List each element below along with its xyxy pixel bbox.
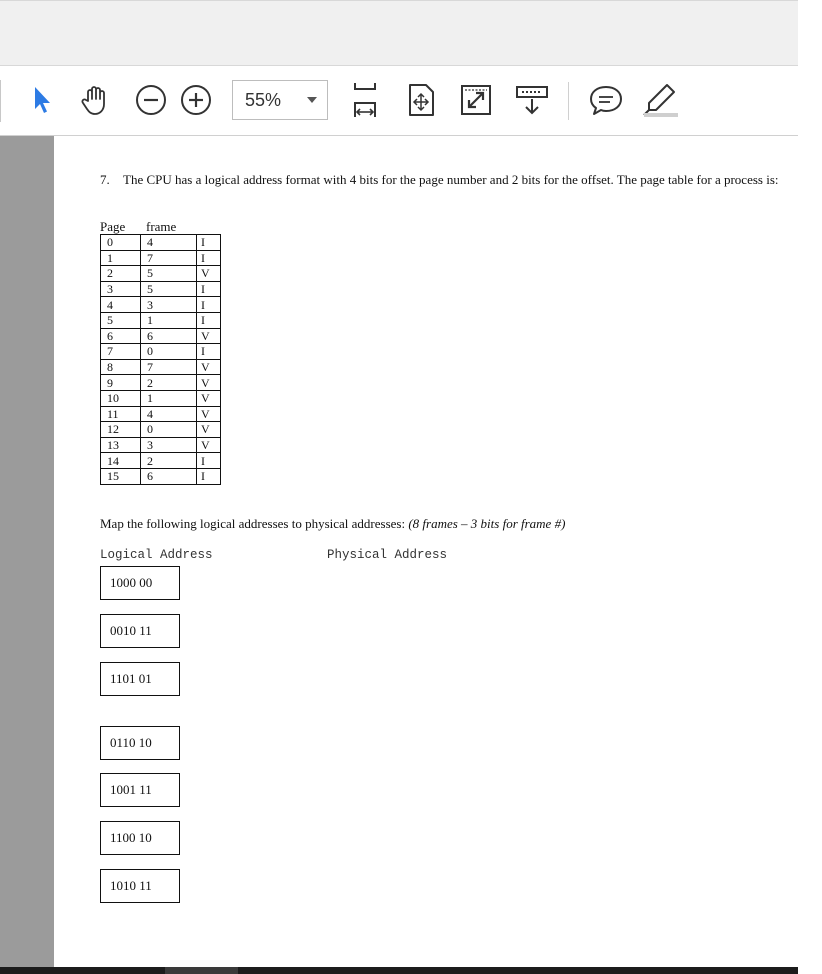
page-number-cell: 12 xyxy=(101,422,141,438)
frame-number-cell: 6 xyxy=(141,468,197,484)
logical-address-box: 0010 11 xyxy=(100,614,180,648)
right-margin xyxy=(798,0,822,974)
valid-bit-cell: V xyxy=(197,266,221,282)
zoom-level-select[interactable] xyxy=(232,80,328,120)
frame-number-cell: 0 xyxy=(141,344,197,360)
page-number-cell: 1 xyxy=(101,250,141,266)
page-number-cell: 13 xyxy=(101,437,141,453)
valid-bit-cell: V xyxy=(197,422,221,438)
page-table-row xyxy=(101,375,221,391)
zoom-out-icon xyxy=(134,83,168,117)
zoom-in-button[interactable] xyxy=(176,80,216,120)
valid-bit-cell: V xyxy=(197,375,221,391)
frame-number-cell: 2 xyxy=(141,453,197,469)
page-table-row xyxy=(101,250,221,266)
logical-address-box: 1101 01 xyxy=(100,662,180,696)
map-instruction-text: Map the following logical addresses to physical addresses: xyxy=(100,516,409,531)
page-number-cell: 7 xyxy=(101,344,141,360)
frame-number-cell: 2 xyxy=(141,375,197,391)
valid-bit-cell: V xyxy=(197,390,221,406)
question-text: The CPU has a logical address format with 4 bits for the page number and 2 bits for the offset. The page table for a process is: xyxy=(123,172,779,187)
fit-width-icon xyxy=(348,80,382,120)
bottom-bar xyxy=(0,967,798,974)
zoom-out-button[interactable] xyxy=(131,80,171,120)
valid-bit-cell: V xyxy=(197,328,221,344)
page-table-row xyxy=(101,422,221,438)
frame-number-cell: 3 xyxy=(141,437,197,453)
full-screen-button[interactable] xyxy=(456,80,496,120)
page-table-row xyxy=(101,266,221,282)
valid-bit-cell: I xyxy=(197,468,221,484)
page-number-cell: 14 xyxy=(101,453,141,469)
frame-number-cell: 4 xyxy=(141,235,197,251)
page-number-cell: 15 xyxy=(101,468,141,484)
page-number-cell: 10 xyxy=(101,390,141,406)
valid-bit-cell: I xyxy=(197,250,221,266)
page-number-cell: 3 xyxy=(101,281,141,297)
page-number-cell: 4 xyxy=(101,297,141,313)
full-screen-icon xyxy=(459,83,493,117)
select-tool-icon xyxy=(30,85,54,115)
viewer-toolbar xyxy=(0,66,798,136)
valid-bit-cell: I xyxy=(197,453,221,469)
hand-tool-icon xyxy=(79,83,113,117)
bottom-scroll-thumb[interactable] xyxy=(165,967,238,974)
logical-address-box: 0110 10 xyxy=(100,726,180,760)
frame-number-cell: 7 xyxy=(141,250,197,266)
page-table-row xyxy=(101,390,221,406)
document-page xyxy=(54,136,798,967)
page-table-row xyxy=(101,437,221,453)
page-table-row xyxy=(101,312,221,328)
page-number-cell: 5 xyxy=(101,312,141,328)
page-table xyxy=(100,234,221,485)
page-table-row xyxy=(101,406,221,422)
frame-number-cell: 5 xyxy=(141,266,197,282)
select-tool-button[interactable] xyxy=(22,80,62,120)
highlight-button[interactable] xyxy=(640,80,680,120)
fit-width-button[interactable] xyxy=(345,80,385,120)
page-number-cell: 8 xyxy=(101,359,141,375)
physical-address-header: Physical Address xyxy=(327,548,448,562)
page-table-row xyxy=(101,297,221,313)
valid-bit-cell: I xyxy=(197,281,221,297)
logical-address-header: Logical Address xyxy=(100,548,213,562)
page-table-row xyxy=(101,359,221,375)
fit-page-icon xyxy=(405,82,437,118)
logical-address-box: 1000 00 xyxy=(100,566,180,600)
frame-number-cell: 7 xyxy=(141,359,197,375)
valid-bit-cell: V xyxy=(197,359,221,375)
page-table-row xyxy=(101,235,221,251)
question-number: 7. xyxy=(100,172,110,187)
page-table-row xyxy=(101,281,221,297)
valid-bit-cell: V xyxy=(197,437,221,453)
page-table-row xyxy=(101,344,221,360)
page-number-cell: 11 xyxy=(101,406,141,422)
zoom-in-icon xyxy=(179,83,213,117)
chevron-down-icon xyxy=(307,97,317,103)
valid-bit-cell: V xyxy=(197,406,221,422)
page-number-cell: 9 xyxy=(101,375,141,391)
page-table-row xyxy=(101,328,221,344)
comment-button[interactable] xyxy=(586,80,626,120)
page-table-row xyxy=(101,453,221,469)
map-hint: (8 frames – 3 bits for frame #) xyxy=(408,516,566,531)
frame-number-cell: 3 xyxy=(141,297,197,313)
comment-icon xyxy=(588,83,624,117)
toolbar-edge-divider xyxy=(0,80,1,122)
valid-bit-cell: I xyxy=(197,235,221,251)
page-gutter xyxy=(0,136,54,974)
page-number-cell: 6 xyxy=(101,328,141,344)
frame-number-cell: 4 xyxy=(141,406,197,422)
scroll-mode-button[interactable] xyxy=(512,80,552,120)
page-table-row xyxy=(101,468,221,484)
frame-number-cell: 1 xyxy=(141,390,197,406)
logical-address-box: 1100 10 xyxy=(100,821,180,855)
logical-address-box: 1001 11 xyxy=(100,773,180,807)
toolbar-separator xyxy=(568,82,569,120)
scroll-mode-icon xyxy=(514,83,550,117)
hand-tool-button[interactable] xyxy=(76,80,116,120)
frame-number-cell: 1 xyxy=(141,312,197,328)
frame-number-cell: 0 xyxy=(141,422,197,438)
logical-address-box: 1010 11 xyxy=(100,869,180,903)
page-number-cell: 0 xyxy=(101,235,141,251)
valid-bit-cell: I xyxy=(197,312,221,328)
page-column-header: Page xyxy=(100,219,126,234)
map-instruction xyxy=(100,516,565,532)
frame-number-cell: 6 xyxy=(141,328,197,344)
viewer-top-strip xyxy=(0,0,798,66)
page-number-cell: 2 xyxy=(101,266,141,282)
highlight-icon xyxy=(640,82,680,118)
frame-number-cell: 5 xyxy=(141,281,197,297)
fit-page-button[interactable] xyxy=(401,80,441,120)
valid-bit-cell: I xyxy=(197,297,221,313)
zoom-level-value: 55% xyxy=(245,90,282,110)
frame-column-header: frame xyxy=(146,219,177,234)
valid-bit-cell: I xyxy=(197,344,221,360)
